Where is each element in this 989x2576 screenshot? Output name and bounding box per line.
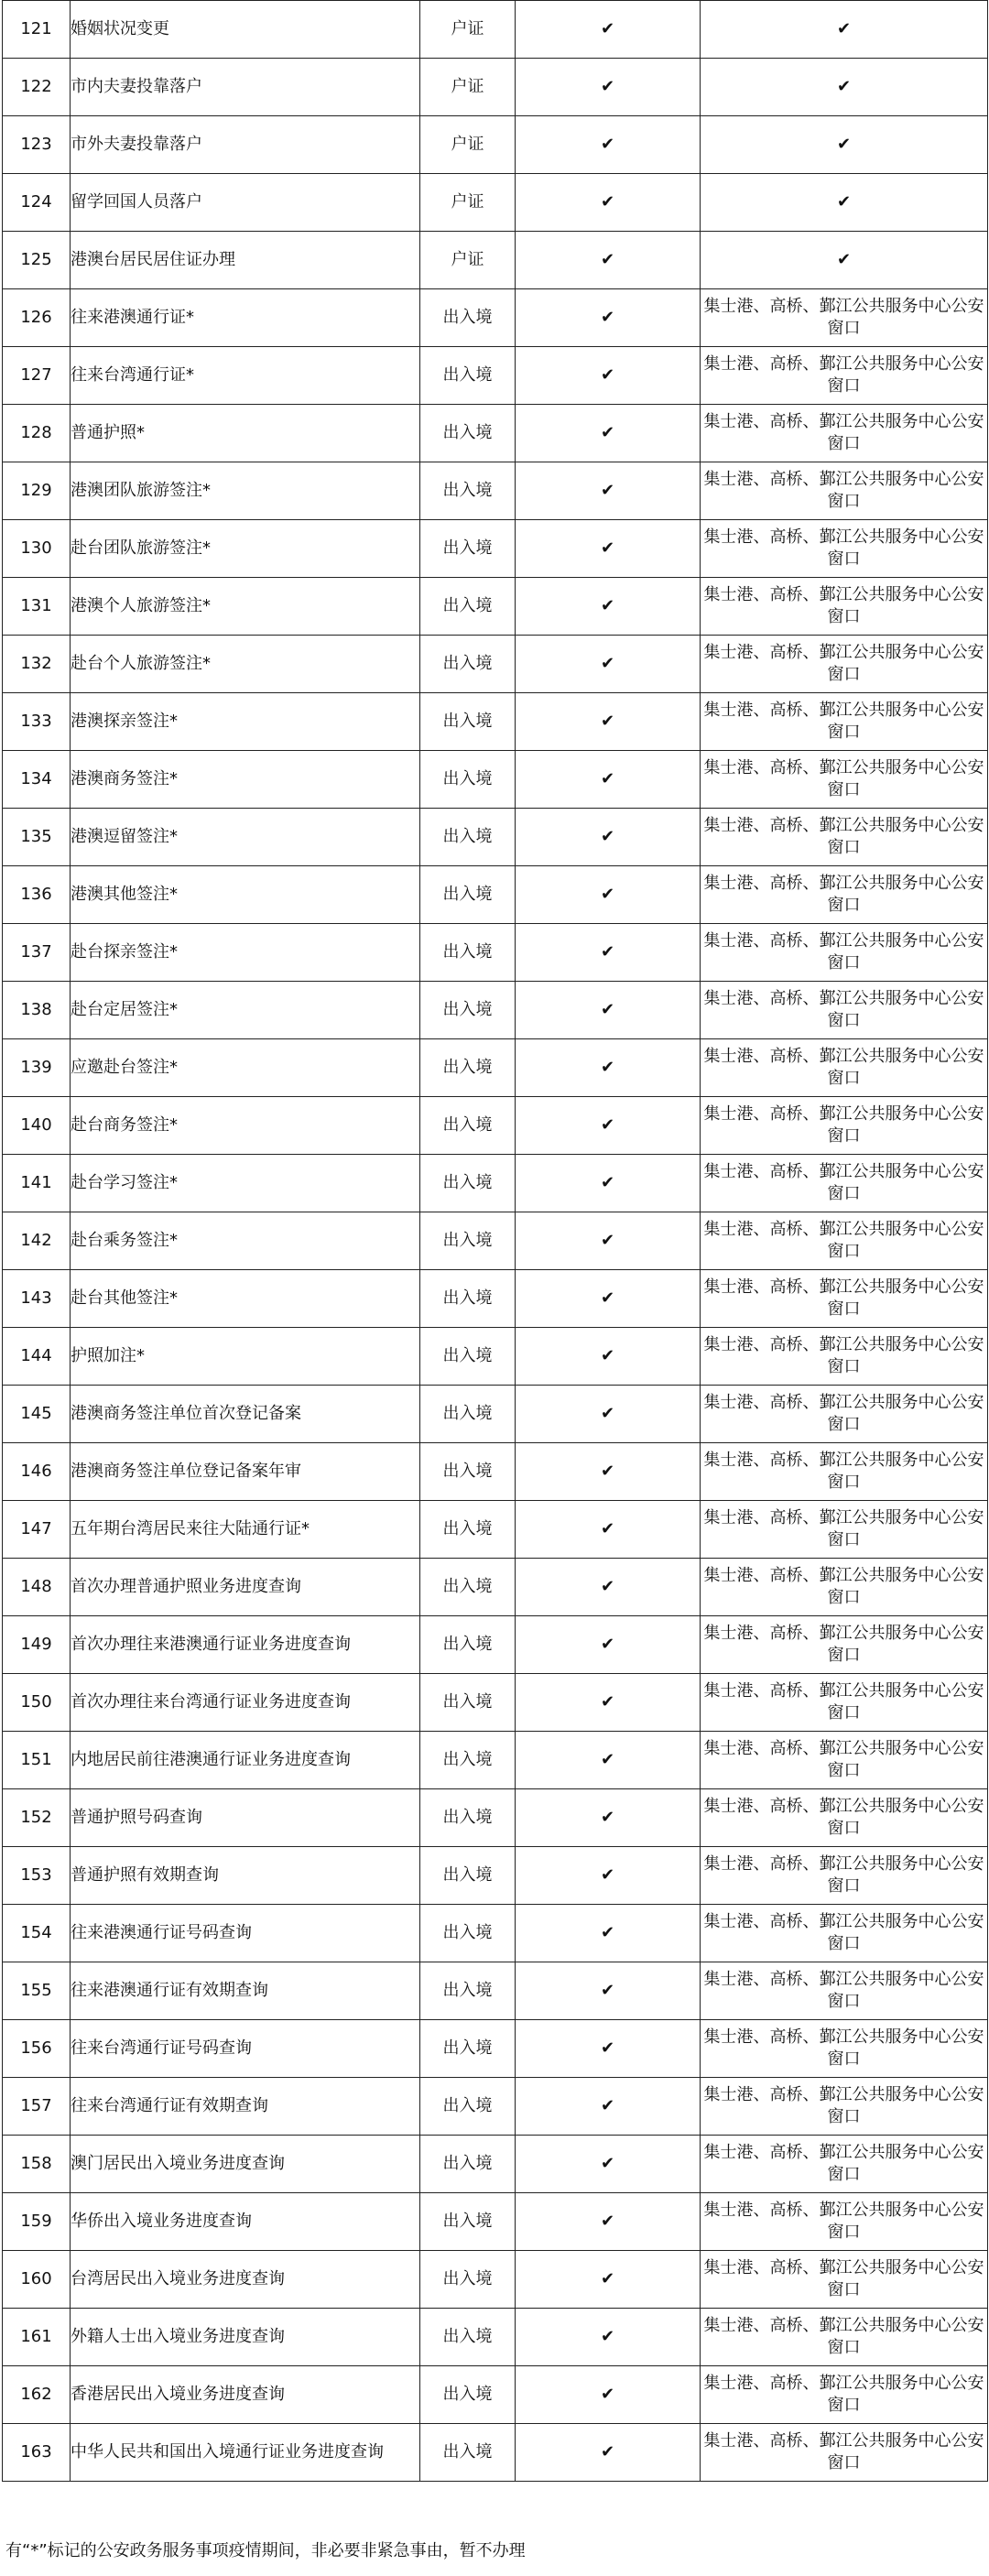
- row-number: 163: [3, 2424, 71, 2482]
- service-category: 户证: [420, 1, 516, 59]
- check-mark-icon: ✔: [516, 1443, 701, 1501]
- service-name: 港澳其他签注*: [71, 866, 420, 924]
- service-venue: 集士港、高桥、鄞江公共服务中心公安窗口: [701, 2078, 988, 2136]
- service-venue: ✔: [701, 59, 988, 116]
- table-row: [3, 232, 988, 289]
- service-venue: 集士港、高桥、鄞江公共服务中心公安窗口: [701, 2424, 988, 2482]
- service-name: 往来港澳通行证号码查询: [71, 1905, 420, 1962]
- service-name: 五年期台湾居民来往大陆通行证*: [71, 1501, 420, 1559]
- check-mark-icon: ✔: [516, 2020, 701, 2078]
- row-number: 131: [3, 578, 71, 636]
- service-name: 外籍人士出入境业务进度查询: [71, 2309, 420, 2366]
- service-category: 出入境: [420, 1328, 516, 1386]
- service-category: 出入境: [420, 1789, 516, 1847]
- check-mark-icon: ✔: [516, 1097, 701, 1155]
- service-venue: 集士港、高桥、鄞江公共服务中心公安窗口: [701, 866, 988, 924]
- row-number: 144: [3, 1328, 71, 1386]
- check-mark-icon: ✔: [516, 116, 701, 174]
- service-venue: 集士港、高桥、鄞江公共服务中心公安窗口: [701, 405, 988, 462]
- check-mark-icon: ✔: [516, 809, 701, 866]
- table-row: [3, 2424, 988, 2482]
- service-name: 应邀赴台签注*: [71, 1039, 420, 1097]
- check-mark-icon: ✔: [516, 1789, 701, 1847]
- check-mark-icon: ✔: [516, 1270, 701, 1328]
- check-mark-icon: ✔: [516, 1962, 701, 2020]
- service-category: 出入境: [420, 1097, 516, 1155]
- row-number: 158: [3, 2136, 71, 2193]
- check-mark-icon: ✔: [516, 1616, 701, 1674]
- check-mark-icon: ✔: [516, 1328, 701, 1386]
- service-name: 港澳探亲签注*: [71, 693, 420, 751]
- service-venue: 集士港、高桥、鄞江公共服务中心公安窗口: [701, 2251, 988, 2309]
- service-venue: 集士港、高桥、鄞江公共服务中心公安窗口: [701, 1616, 988, 1674]
- check-mark-icon: ✔: [516, 2251, 701, 2309]
- row-number: 141: [3, 1155, 71, 1212]
- table-row: [3, 809, 988, 866]
- service-venue: 集士港、高桥、鄞江公共服务中心公安窗口: [701, 1155, 988, 1212]
- service-name: 赴台个人旅游签注*: [71, 636, 420, 693]
- table-row: [3, 693, 988, 751]
- table-row: [3, 636, 988, 693]
- service-name: 赴台团队旅游签注*: [71, 520, 420, 578]
- service-category: 出入境: [420, 1155, 516, 1212]
- row-number: 129: [3, 462, 71, 520]
- row-number: 143: [3, 1270, 71, 1328]
- service-name: 香港居民出入境业务进度查询: [71, 2366, 420, 2424]
- row-number: 151: [3, 1732, 71, 1789]
- table-row: [3, 866, 988, 924]
- table-row: [3, 2366, 988, 2424]
- check-mark-icon: ✔: [516, 1559, 701, 1616]
- check-mark-icon: ✔: [516, 1155, 701, 1212]
- table-row: [3, 2078, 988, 2136]
- table-row: [3, 2193, 988, 2251]
- check-mark-icon: ✔: [516, 578, 701, 636]
- service-venue: 集士港、高桥、鄞江公共服务中心公安窗口: [701, 2193, 988, 2251]
- row-number: 145: [3, 1386, 71, 1443]
- row-number: 150: [3, 1674, 71, 1732]
- service-name: 赴台商务签注*: [71, 1097, 420, 1155]
- row-number: 122: [3, 59, 71, 116]
- service-category: 出入境: [420, 693, 516, 751]
- service-category: 出入境: [420, 1212, 516, 1270]
- service-name: 普通护照*: [71, 405, 420, 462]
- check-mark-icon: ✔: [516, 1039, 701, 1097]
- service-name: 赴台学习签注*: [71, 1155, 420, 1212]
- service-venue: 集士港、高桥、鄞江公共服务中心公安窗口: [701, 1328, 988, 1386]
- table-row: [3, 1155, 988, 1212]
- table-row: [3, 1847, 988, 1905]
- service-venue: 集士港、高桥、鄞江公共服务中心公安窗口: [701, 1789, 988, 1847]
- row-number: 153: [3, 1847, 71, 1905]
- service-venue: 集士港、高桥、鄞江公共服务中心公安窗口: [701, 462, 988, 520]
- service-venue: 集士港、高桥、鄞江公共服务中心公安窗口: [701, 578, 988, 636]
- service-name: 赴台乘务签注*: [71, 1212, 420, 1270]
- service-category: 出入境: [420, 2078, 516, 2136]
- service-category: 出入境: [420, 1674, 516, 1732]
- service-venue: 集士港、高桥、鄞江公共服务中心公安窗口: [701, 1732, 988, 1789]
- service-category: 出入境: [420, 1847, 516, 1905]
- row-number: 155: [3, 1962, 71, 2020]
- service-name: 港澳商务签注单位登记备案年审: [71, 1443, 420, 1501]
- table-row: [3, 1616, 988, 1674]
- service-name: 港澳商务签注*: [71, 751, 420, 809]
- service-category: 出入境: [420, 924, 516, 982]
- row-number: 149: [3, 1616, 71, 1674]
- service-category: 出入境: [420, 809, 516, 866]
- service-category: 出入境: [420, 2366, 516, 2424]
- service-category: 出入境: [420, 1905, 516, 1962]
- service-venue: 集士港、高桥、鄞江公共服务中心公安窗口: [701, 289, 988, 347]
- table-row: [3, 2136, 988, 2193]
- service-category: 出入境: [420, 1616, 516, 1674]
- check-mark-icon: ✔: [516, 2078, 701, 2136]
- service-category: 出入境: [420, 2193, 516, 2251]
- service-name: 内地居民前往港澳通行证业务进度查询: [71, 1732, 420, 1789]
- check-mark-icon: ✔: [516, 1212, 701, 1270]
- row-number: 134: [3, 751, 71, 809]
- service-category: 出入境: [420, 636, 516, 693]
- check-mark-icon: ✔: [516, 1386, 701, 1443]
- service-category: 出入境: [420, 405, 516, 462]
- service-venue: 集士港、高桥、鄞江公共服务中心公安窗口: [701, 1212, 988, 1270]
- service-name: 港澳逗留签注*: [71, 809, 420, 866]
- table-row: [3, 924, 988, 982]
- table-row: [3, 1443, 988, 1501]
- service-category: 出入境: [420, 347, 516, 405]
- row-number: 162: [3, 2366, 71, 2424]
- table-row: [3, 578, 988, 636]
- service-name: 留学回国人员落户: [71, 174, 420, 232]
- table-row: [3, 1270, 988, 1328]
- check-mark-icon: ✔: [516, 1674, 701, 1732]
- service-name: 中华人民共和国出入境通行证业务进度查询: [71, 2424, 420, 2482]
- service-venue: 集士港、高桥、鄞江公共服务中心公安窗口: [701, 1386, 988, 1443]
- service-category: 出入境: [420, 289, 516, 347]
- service-name: 市外夫妻投靠落户: [71, 116, 420, 174]
- row-number: 123: [3, 116, 71, 174]
- table-row: [3, 462, 988, 520]
- service-category: 户证: [420, 174, 516, 232]
- service-category: 出入境: [420, 1559, 516, 1616]
- service-venue: 集士港、高桥、鄞江公共服务中心公安窗口: [701, 1962, 988, 2020]
- table-row: [3, 2020, 988, 2078]
- service-venue: ✔: [701, 174, 988, 232]
- check-mark-icon: ✔: [516, 982, 701, 1039]
- check-mark-icon: ✔: [516, 1501, 701, 1559]
- table-row: [3, 1212, 988, 1270]
- row-number: 138: [3, 982, 71, 1039]
- service-category: 出入境: [420, 751, 516, 809]
- check-mark-icon: ✔: [516, 405, 701, 462]
- service-name: 护照加注*: [71, 1328, 420, 1386]
- table-row: [3, 59, 988, 116]
- check-mark-icon: ✔: [516, 347, 701, 405]
- table-row: [3, 1386, 988, 1443]
- service-name: 往来台湾通行证号码查询: [71, 2020, 420, 2078]
- service-category: 出入境: [420, 578, 516, 636]
- service-venue: 集士港、高桥、鄞江公共服务中心公安窗口: [701, 2020, 988, 2078]
- check-mark-icon: ✔: [516, 2424, 701, 2482]
- service-venue: 集士港、高桥、鄞江公共服务中心公安窗口: [701, 1270, 988, 1328]
- row-number: 148: [3, 1559, 71, 1616]
- service-venue: 集士港、高桥、鄞江公共服务中心公安窗口: [701, 1847, 988, 1905]
- row-number: 137: [3, 924, 71, 982]
- service-venue: 集士港、高桥、鄞江公共服务中心公安窗口: [701, 693, 988, 751]
- service-name: 往来台湾通行证*: [71, 347, 420, 405]
- service-category: 出入境: [420, 1386, 516, 1443]
- row-number: 146: [3, 1443, 71, 1501]
- service-name: 赴台其他签注*: [71, 1270, 420, 1328]
- check-mark-icon: ✔: [516, 2309, 701, 2366]
- table-row: [3, 2251, 988, 2309]
- service-name: 往来台湾通行证有效期查询: [71, 2078, 420, 2136]
- service-name: 港澳个人旅游签注*: [71, 578, 420, 636]
- service-name: 首次办理普通护照业务进度查询: [71, 1559, 420, 1616]
- service-name: 台湾居民出入境业务进度查询: [71, 2251, 420, 2309]
- check-mark-icon: ✔: [516, 1905, 701, 1962]
- service-category: 出入境: [420, 1501, 516, 1559]
- row-number: 139: [3, 1039, 71, 1097]
- row-number: 128: [3, 405, 71, 462]
- service-name: 普通护照号码查询: [71, 1789, 420, 1847]
- service-name: 澳门居民出入境业务进度查询: [71, 2136, 420, 2193]
- table-row: [3, 520, 988, 578]
- service-name: 赴台探亲签注*: [71, 924, 420, 982]
- service-venue: 集士港、高桥、鄞江公共服务中心公安窗口: [701, 2366, 988, 2424]
- service-name: 港澳商务签注单位首次登记备案: [71, 1386, 420, 1443]
- service-venue: 集士港、高桥、鄞江公共服务中心公安窗口: [701, 2309, 988, 2366]
- service-venue: 集士港、高桥、鄞江公共服务中心公安窗口: [701, 636, 988, 693]
- service-table: [2, 0, 988, 2482]
- check-mark-icon: ✔: [516, 1, 701, 59]
- service-venue: 集士港、高桥、鄞江公共服务中心公安窗口: [701, 982, 988, 1039]
- check-mark-icon: ✔: [516, 174, 701, 232]
- row-number: 160: [3, 2251, 71, 2309]
- service-category: 户证: [420, 59, 516, 116]
- table-row: [3, 289, 988, 347]
- service-venue: 集士港、高桥、鄞江公共服务中心公安窗口: [701, 924, 988, 982]
- row-number: 126: [3, 289, 71, 347]
- check-mark-icon: ✔: [516, 1732, 701, 1789]
- service-venue: 集士港、高桥、鄞江公共服务中心公安窗口: [701, 1905, 988, 1962]
- table-row: [3, 174, 988, 232]
- service-name: 婚姻状况变更: [71, 1, 420, 59]
- service-venue: 集士港、高桥、鄞江公共服务中心公安窗口: [701, 2136, 988, 2193]
- service-category: 出入境: [420, 1732, 516, 1789]
- row-number: 142: [3, 1212, 71, 1270]
- service-venue: ✔: [701, 116, 988, 174]
- service-venue: 集士港、高桥、鄞江公共服务中心公安窗口: [701, 347, 988, 405]
- table-row: [3, 1, 988, 59]
- row-number: 157: [3, 2078, 71, 2136]
- check-mark-icon: ✔: [516, 462, 701, 520]
- row-number: 159: [3, 2193, 71, 2251]
- service-category: 出入境: [420, 1962, 516, 2020]
- service-category: 户证: [420, 232, 516, 289]
- table-row: [3, 1501, 988, 1559]
- table-row: [3, 405, 988, 462]
- service-category: 出入境: [420, 1443, 516, 1501]
- service-table-body: [3, 1, 988, 2482]
- check-mark-icon: ✔: [516, 924, 701, 982]
- check-mark-icon: ✔: [516, 289, 701, 347]
- service-venue: 集士港、高桥、鄞江公共服务中心公安窗口: [701, 1559, 988, 1616]
- table-row: [3, 1962, 988, 2020]
- service-category: 出入境: [420, 2020, 516, 2078]
- service-venue: 集士港、高桥、鄞江公共服务中心公安窗口: [701, 809, 988, 866]
- service-venue: ✔: [701, 1, 988, 59]
- service-venue: ✔: [701, 232, 988, 289]
- service-category: 出入境: [420, 2309, 516, 2366]
- service-venue: 集士港、高桥、鄞江公共服务中心公安窗口: [701, 1039, 988, 1097]
- table-row: [3, 1674, 988, 1732]
- service-name: 港澳台居民居住证办理: [71, 232, 420, 289]
- service-name: 普通护照有效期查询: [71, 1847, 420, 1905]
- row-number: 154: [3, 1905, 71, 1962]
- service-venue: 集士港、高桥、鄞江公共服务中心公安窗口: [701, 520, 988, 578]
- row-number: 125: [3, 232, 71, 289]
- table-row: [3, 347, 988, 405]
- table-row: [3, 1559, 988, 1616]
- check-mark-icon: ✔: [516, 866, 701, 924]
- service-name: 华侨出入境业务进度查询: [71, 2193, 420, 2251]
- row-number: 124: [3, 174, 71, 232]
- service-category: 出入境: [420, 520, 516, 578]
- table-row: [3, 1039, 988, 1097]
- service-category: 出入境: [420, 866, 516, 924]
- row-number: 152: [3, 1789, 71, 1847]
- row-number: 130: [3, 520, 71, 578]
- table-row: [3, 1789, 988, 1847]
- row-number: 121: [3, 1, 71, 59]
- row-number: 133: [3, 693, 71, 751]
- service-category: 出入境: [420, 2136, 516, 2193]
- table-row: [3, 1328, 988, 1386]
- check-mark-icon: ✔: [516, 1847, 701, 1905]
- table-row: [3, 2309, 988, 2366]
- service-name: 赴台定居签注*: [71, 982, 420, 1039]
- row-number: 132: [3, 636, 71, 693]
- check-mark-icon: ✔: [516, 2136, 701, 2193]
- service-venue: 集士港、高桥、鄞江公共服务中心公安窗口: [701, 1097, 988, 1155]
- service-name: 往来港澳通行证*: [71, 289, 420, 347]
- service-category: 出入境: [420, 462, 516, 520]
- row-number: 147: [3, 1501, 71, 1559]
- check-mark-icon: ✔: [516, 693, 701, 751]
- service-name: 首次办理往来港澳通行证业务进度查询: [71, 1616, 420, 1674]
- table-row: [3, 1905, 988, 1962]
- row-number: 140: [3, 1097, 71, 1155]
- service-category: 出入境: [420, 2424, 516, 2482]
- service-name: 首次办理往来台湾通行证业务进度查询: [71, 1674, 420, 1732]
- check-mark-icon: ✔: [516, 520, 701, 578]
- table-row: [3, 1732, 988, 1789]
- service-venue: 集士港、高桥、鄞江公共服务中心公安窗口: [701, 751, 988, 809]
- service-category: 出入境: [420, 2251, 516, 2309]
- service-category: 出入境: [420, 982, 516, 1039]
- service-venue: 集士港、高桥、鄞江公共服务中心公安窗口: [701, 1443, 988, 1501]
- check-mark-icon: ✔: [516, 2193, 701, 2251]
- table-row: [3, 116, 988, 174]
- row-number: 135: [3, 809, 71, 866]
- service-name: 港澳团队旅游签注*: [71, 462, 420, 520]
- check-mark-icon: ✔: [516, 232, 701, 289]
- row-number: 127: [3, 347, 71, 405]
- service-category: 户证: [420, 116, 516, 174]
- table-row: [3, 1097, 988, 1155]
- check-mark-icon: ✔: [516, 636, 701, 693]
- row-number: 161: [3, 2309, 71, 2366]
- service-venue: 集士港、高桥、鄞江公共服务中心公安窗口: [701, 1501, 988, 1559]
- table-row: [3, 982, 988, 1039]
- check-mark-icon: ✔: [516, 59, 701, 116]
- service-category: 出入境: [420, 1270, 516, 1328]
- row-number: 136: [3, 866, 71, 924]
- check-mark-icon: ✔: [516, 2366, 701, 2424]
- table-row: [3, 751, 988, 809]
- footnote: 有“*”标记的公安政务服务事项疫情期间，非必要非紧急事由，暂不办理: [5, 2541, 526, 2560]
- check-mark-icon: ✔: [516, 751, 701, 809]
- service-name: 往来港澳通行证有效期查询: [71, 1962, 420, 2020]
- row-number: 156: [3, 2020, 71, 2078]
- service-venue: 集士港、高桥、鄞江公共服务中心公安窗口: [701, 1674, 988, 1732]
- service-name: 市内夫妻投靠落户: [71, 59, 420, 116]
- service-category: 出入境: [420, 1039, 516, 1097]
